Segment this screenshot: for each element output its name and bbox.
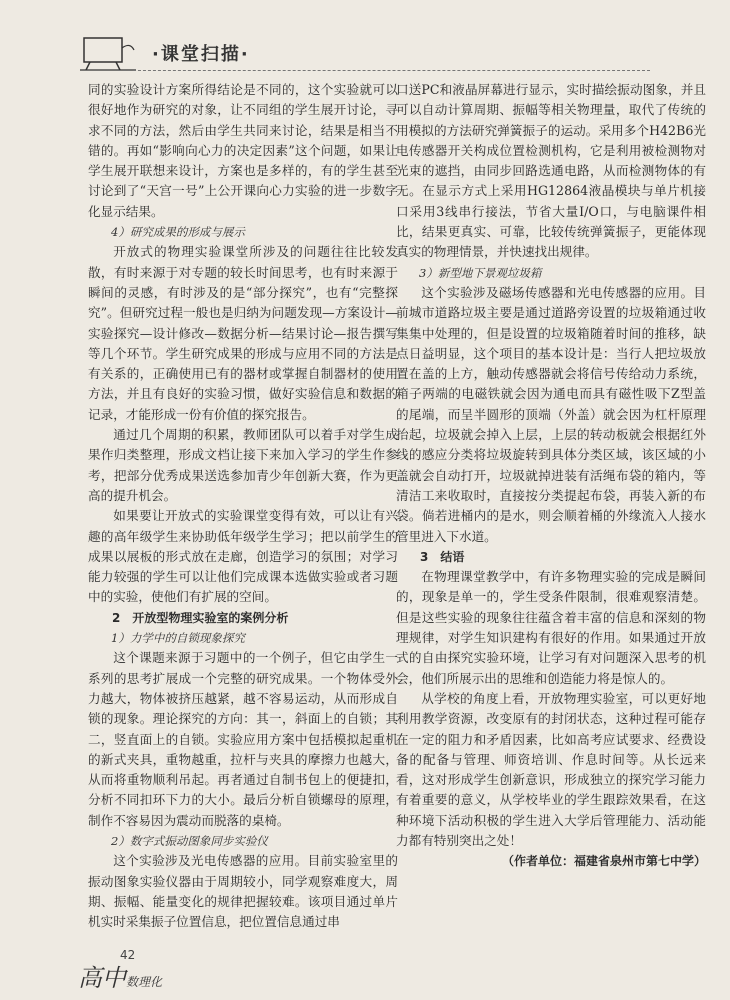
paragraph: 如果要让开放式的实验课堂变得有效，可以让有兴趣的高年级学生来协助低年级学生学习；把以前学生的成果以展板的形式放在走廊，创造学习的氛围；对学习能力较强的学生可以让他们完成课本选做实验或者习题中的实验，使他们有扩展的空间。	[88, 508, 398, 605]
paragraph: 开放式的物理实验课堂所涉及的问题往往比较发散，有时来源于对专题的较长时间思考，也有时来源于瞬间的灵感，有时涉及的是“部分探究”，也有“完整探究”。但研究过程一般也是归纳为问题发现—方案设计—实验探究—设计修改—数据分析—结果讨论—报告撰写等几个环节。学生研究成果的形成与应用不同的方法是有关系的，正确使用已有的器材或掌握自制器材的使用方法，并且有良好的实验习惯，做好实验信息和数据的记录，才能形成一份有价值的探究报告。	[88, 244, 398, 422]
paragraph: 通过几个周期的积累，教师团队可以着手对学生成果作归类整理，形成文档让接下来加入学习的学生作参考，把部分优秀成果送选参加青少年创新大赛，作为更高的提升机会。	[88, 427, 398, 503]
right-column	[396, 80, 706, 872]
paragraph-continued: 口送PC和液晶屏幕进行显示，实时描绘振动图象，并且可以自动计算周期、振幅等相关物理量，取代了传统的用模拟的方法研究弹簧振子的运动。采用多个H42B6光电传感器开关构成位置检测机构，它是利用被检测物对光束的遮挡，由同步回路选通电路，从而检测物体的有无。在显示方式上采用HG12864液晶模块与单片机接口采用3线串行接法，节省大量I/O口，与电脑课件相比，结果更真实、可靠，比较传统弹簧振子，更能体现真实的物理情景，并快速找出规律。	[396, 82, 706, 260]
header-divider	[118, 70, 650, 71]
logo-sub: 数理化	[126, 975, 163, 989]
section-title: ·课堂扫描·	[152, 44, 250, 65]
section-heading: 2 开放型物理实验室的案例分析	[112, 610, 289, 625]
subheading: 3）新型地下景观垃圾箱	[419, 265, 542, 280]
paragraph: 在物理课堂教学中，有许多物理实验的完成是瞬间的，现象是单一的，学生受条件限制，很难观察清楚。但是这些实验的现象往往蕴含着丰富的信息和深刻的物理规律，对学生知识建构有很好的作用。如果通过开放式的自由探究实验环境，让学习有对问题深入思考的机会，他们所展示出的思维和创造能力将是惊人的。	[396, 569, 706, 686]
page-header	[0, 0, 730, 80]
paragraph: 这个实验涉及磁场传感器和光电传感器的应用。目前城市道路垃圾主要是通过道路旁设置的垃圾箱通过收集集中处理的，但是设置的垃圾箱随着时间的推移，缺点日益明显，这个项目的基本设计是：当行人把垃圾放置在盖的上方，触动传感器就会将信号传给动力系统，箱子两端的电磁铁就会因为通电而具有磁性吸下Z型盖的尾端，而呈半圆形的顶端（外盖）就会因为杠杆原理抬起，垃圾就会掉入上层，上层的转动板就会根据红外线的感应分类将垃圾旋转到具体分类区域，该区域的小盖就会自动打开，垃圾就掉进装有活绳布袋的箱内，等清洁工来收取时，直接按分类提起布袋，再装入新的布袋。倘若进桶内的是水，则会顺着桶的外缘流入人接水管里进入下水道。	[396, 284, 706, 544]
paragraph: 这个课题来源于习题中的一个例子，但它由学生一系列的思考扩展成一个完整的研究成果。一个物体受外力越大，物体被挤压越紧，越不容易运动，从而形成自锁的现象。理论探究的方向：其一，斜面上的自锁；其二，竖直面上的自锁。实验应用方案中包括模拟起重机的新式夹具，重物越重，拉杆与夹具的摩擦力也越大，从而将重物顺利吊起。再者通过自制书包上的便捷扣，分析不同扣环下力的大小。最后分析自锁螺母的原理，制作不容易因为震动而脱落的桌椅。	[88, 650, 398, 828]
subheading: 1）力学中的自锁现象探究	[111, 631, 245, 646]
blackboard-icon	[78, 34, 138, 72]
subheading: 2）数字式振动图象同步实验仪	[111, 833, 268, 848]
page-number: 42	[120, 948, 136, 962]
left-column	[88, 80, 398, 932]
paragraph-continued: 同的实验设计方案所得结论是不同的，这个实验就可以很好地作为研究的对象，让不同组的学生展开讨论，寻求不同的方法，然后由学生共同来讨论，结果是相当不错的。再如“影响向心力的决定因素”这个问题，如果让学生展开联想来设计，方案也是多样的，有的学生甚至讨论到了“天宫一号”上公开课向心力实验的进一步数字化显示结果。	[88, 82, 398, 219]
logo-main: 高中	[78, 964, 126, 992]
section-heading: 3 结语	[420, 549, 465, 564]
magazine-logo	[78, 958, 162, 994]
paragraph: 这个实验涉及光电传感器的应用。目前实验室里的振动图象实验仪器由于周期较小，同学观察难度大，周期、振幅、能量变化的规律把握较难。该项目通过单片机实时采集振子位置信息，把位置信息通过串	[88, 853, 398, 930]
paragraph: 从学校的角度上看，开放物理实验室，可以更好地利用教学资源，改变原有的封闭状态，这种过程可能存在一定的阻力和矛盾因素，比如高考应试要求、经费设备的配备与管理、师资培训、作息时间等。从长远来看，这对形成学生创新意识，形成独立的探究学习能力有着重要的意义，从学校毕业的学生跟踪效果看，在这种环境下活动积极的学生进入大学后管理能力、活动能力都有特别突出之处！	[396, 690, 706, 848]
subheading: 4）研究成果的形成与展示	[111, 225, 245, 240]
author-affiliation: （作者单位：福建省泉州市第七中学）	[501, 854, 706, 869]
